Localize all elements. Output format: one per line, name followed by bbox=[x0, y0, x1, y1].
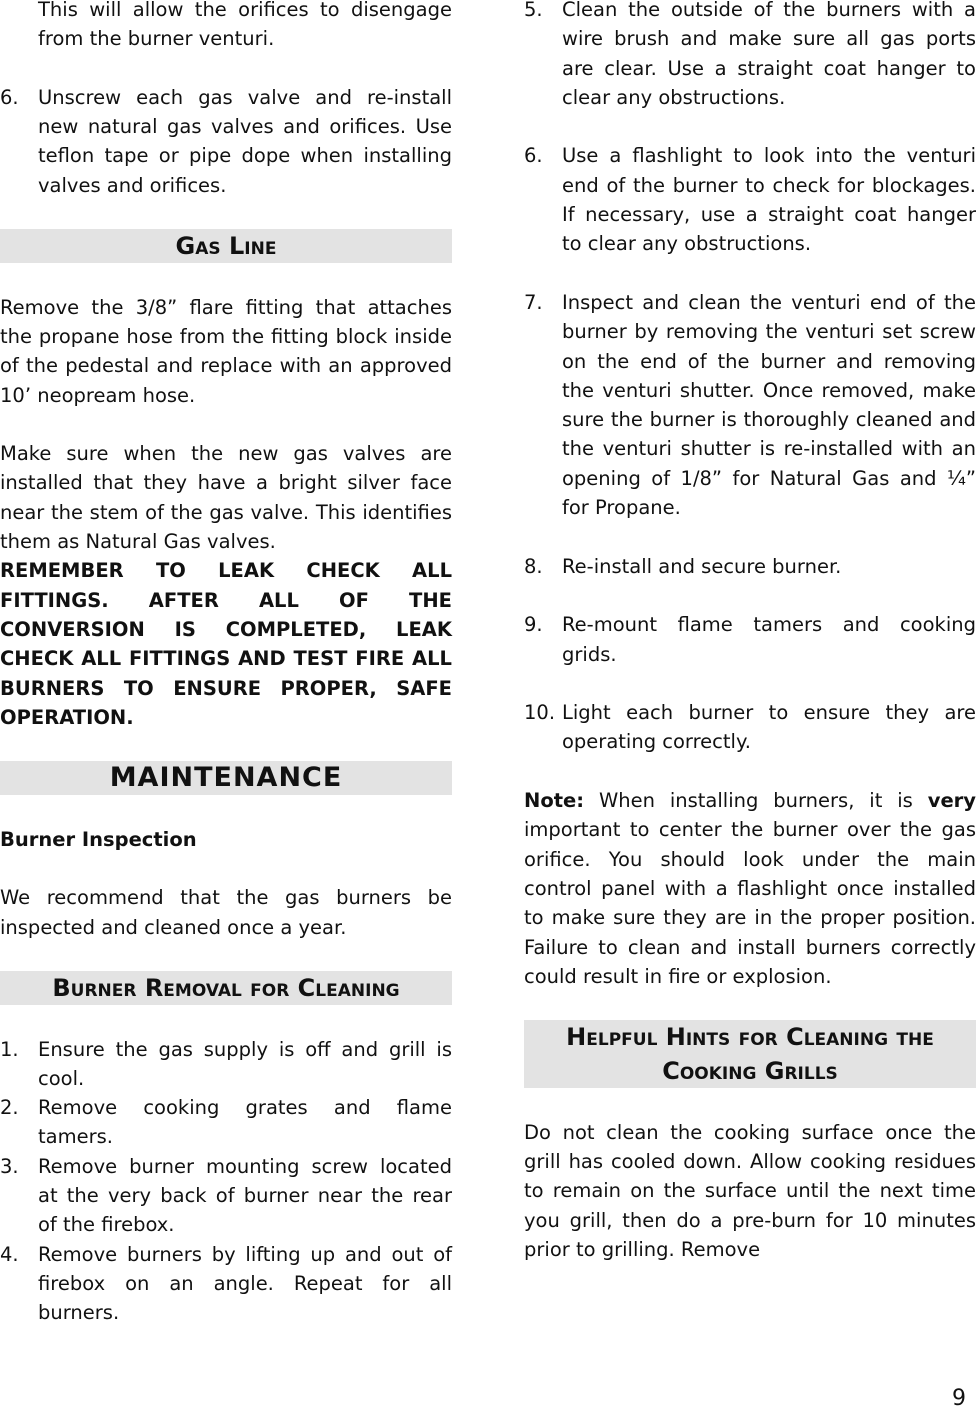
gas-line-heading: Gas Line bbox=[0, 229, 452, 263]
burner-removal-heading: Burner Removal for Cleaning bbox=[0, 971, 452, 1005]
list-text: Light each burner to ensure they are operating correctly. bbox=[562, 701, 976, 754]
note-label: Note: bbox=[524, 789, 585, 813]
list-item bbox=[524, 698, 976, 757]
left-column bbox=[0, 0, 452, 1327]
list-item bbox=[524, 141, 976, 258]
list-item bbox=[0, 1152, 452, 1240]
list-number: 3. bbox=[0, 1154, 19, 1178]
list-item bbox=[0, 1093, 452, 1152]
list-number: 6. bbox=[524, 144, 543, 168]
list-text: Remove burner mounting screw located at the very back of burner near the rear of the firebox. bbox=[38, 1154, 452, 1237]
leak-check-warning: REMEMBER TO LEAK CHECK ALL FITTINGS. AFTER ALL OF THE CONVERSION IS COMPLETED, LEAK CHECK ALL FITTINGS AND TEST FIRE ALL BURNERS TO ENSURE PROPER, SAFE OPERATION. bbox=[0, 559, 452, 729]
note-text-b: important to center the burner over the gas orifice. You should look under the main control panel with a flashlight once installed to make sure they are in the proper position. Failure to clean and install burners correctly could result in fire or explosion. bbox=[524, 818, 976, 988]
list-number: 5. bbox=[524, 0, 543, 21]
list-number: 10. bbox=[524, 701, 556, 725]
page-number: 9 bbox=[952, 1386, 966, 1411]
list-item bbox=[0, 83, 452, 200]
list-text: Remove burners by lifting up and out of firebox on an angle. Repeat for all burners. bbox=[38, 1242, 452, 1325]
list-item bbox=[524, 552, 976, 581]
burner-inspection-text: We recommend that the gas burners be inspected and cleaned once a year. bbox=[0, 886, 452, 939]
continued-text: This will allow the orifices to disengage from the burner venturi. bbox=[38, 0, 452, 51]
list-text: Re-install and secure burner. bbox=[562, 554, 842, 578]
list-item bbox=[524, 0, 976, 112]
list-number: 6. bbox=[0, 85, 19, 109]
list-text: Re-mount flame tamers and cooking grids. bbox=[562, 613, 976, 666]
maintenance-heading: MAINTENANCE bbox=[0, 761, 452, 795]
list-text: Inspect and clean the venturi end of the burner by removing the venturi set screw on the end of the burner and removing the venturi shutter. Once removed, make sure the burner is thoroughly cleaned and the venturi shutter is re-installed with an opening of 1/8” for Natural Gas and ¼” for Propane. bbox=[562, 290, 976, 520]
list-text: Use a flashlight to look into the venturi end of the burner to check for blockages. If necessary, use a straight coat hanger to clear any obstructions. bbox=[562, 144, 976, 256]
gas-line-paragraph: Remove the 3/8” flare fitting that attaches the propane hose from the fitting block inside of the pedestal and replace with an approved 10’ neopream hose. bbox=[0, 295, 452, 407]
list-item bbox=[0, 1035, 452, 1094]
helpful-hints-text: Do not clean the cooking surface once the grill has cooled down. Allow cooking residues to remain on the surface until the next time you grill, then do a pre-burn for 10 minutes prior to grilling. Remove bbox=[524, 1120, 976, 1261]
burner-inspection-title: Burner Inspection bbox=[0, 827, 197, 851]
list-number: 7. bbox=[524, 290, 543, 314]
note-emphasis: very bbox=[927, 789, 976, 813]
list-item bbox=[524, 610, 976, 669]
list-item bbox=[0, 1240, 452, 1328]
right-column bbox=[524, 0, 976, 1264]
list-number: 1. bbox=[0, 1037, 19, 1061]
list-text: Unscrew each gas valve and re-install new natural gas valves and orifices. Use teflon tape or pipe dope when installing valves and orifices. bbox=[38, 85, 452, 197]
list-number: 2. bbox=[0, 1096, 19, 1120]
list-text: Remove cooking grates and flame tamers. bbox=[38, 1096, 452, 1149]
list-number: 4. bbox=[0, 1242, 19, 1266]
list-text: Ensure the gas supply is off and grill is cool. bbox=[38, 1037, 452, 1090]
list-item bbox=[524, 288, 976, 522]
gas-valve-paragraph: Make sure when the new gas valves are installed that they have a bright silver face near the stem of the gas valve. This identifies them as Natural Gas valves. bbox=[0, 442, 452, 554]
list-number: 8. bbox=[524, 554, 543, 578]
list-text: Clean the outside of the burners with a wire brush and make sure all gas ports are clear. Use a straight coat hanger to clear any obstructions. bbox=[562, 0, 976, 109]
helpful-hints-heading: Helpful Hints for Cleaning the Cooking Grills bbox=[524, 1020, 976, 1088]
note-paragraph bbox=[524, 786, 976, 991]
list-number: 9. bbox=[524, 613, 543, 637]
note-text-a: When installing burners, it is bbox=[584, 789, 928, 813]
